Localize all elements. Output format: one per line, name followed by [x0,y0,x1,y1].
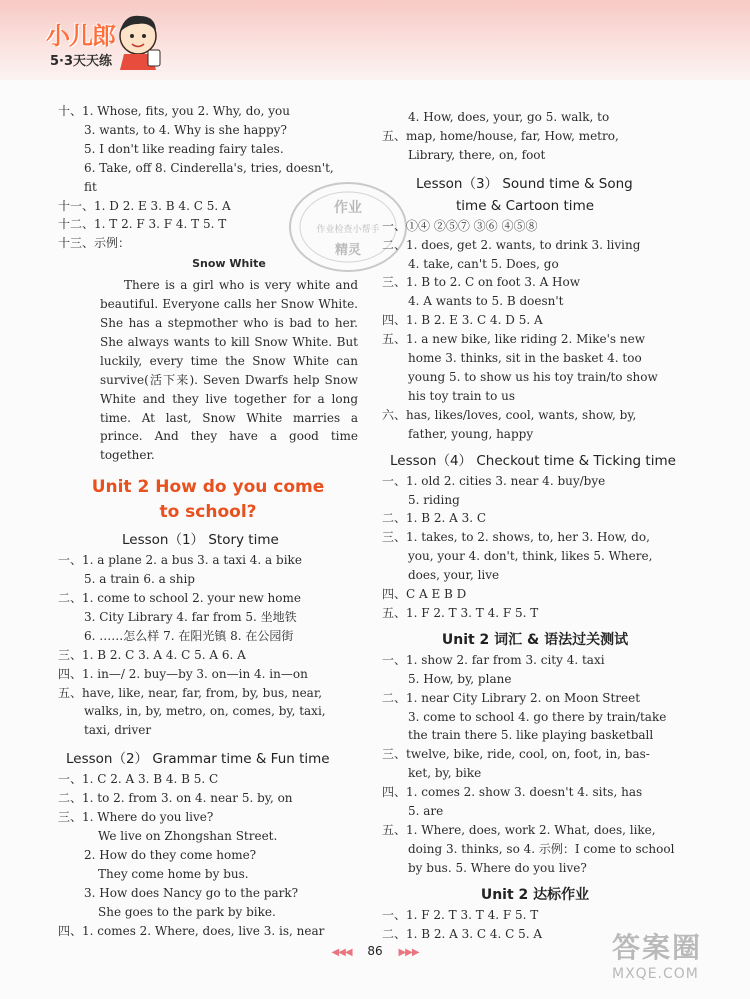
stamp-line3: 精灵 [334,243,362,258]
brand-subtitle: 5·3天天练 [50,54,113,69]
answer-line: 十、1. Whose, fits, you 2. Why, do, you [58,104,291,118]
watermark-logo: 答案圈 [612,931,703,964]
lesson-4-title: Lesson（4） Checkout time & Ticking time [390,452,676,469]
answer-line: 十三、示例： [58,236,131,251]
stamp-line2: 作业检查小帮手 [316,225,380,235]
answer-line: 二、1. to 2. from 3. on 4. near 5. by, on [58,791,293,806]
answer-line: 一、1. a plane 2. a bus 3. a taxi 4. a bike [58,553,302,568]
answer-line: father, young, happy [408,426,534,441]
brand-title: 小儿郎 [46,22,115,50]
answer-line: 一、1. old 2. cities 3. near 4. buy/bye [382,473,606,488]
page-header [0,0,750,80]
answer-line: 三、1. Where do you live? [58,810,214,825]
site-watermark [612,926,742,992]
answer-line: 五、1. a new bike, like riding 2. Mike's new [382,332,645,347]
left-column [58,102,358,940]
answer-line: 一、1. F 2. T 3. T 4. F 5. T [382,907,539,922]
unit-title [58,475,358,525]
answer-line: 4. take, can't 5. Does, go [408,256,559,271]
answer-line: 三、twelve, bike, ride, cool, on, foot, in, bas- [382,747,650,762]
answer-line: 一、①④ ②⑤⑦ ③⑥ ④⑤⑧ [382,218,538,233]
answer-line: 6. ……怎么样 7. 在阳光镇 8. 在公园街 [84,628,294,643]
answer-line: young 5. to show us his toy train/to show [408,369,658,384]
story-title: Snow White [192,257,266,271]
answer-line: does, your, live [408,568,500,583]
answer-line: 2. How do they come home? [84,847,257,862]
answer-line: 3. wants, to 4. Why is she happy? [84,122,287,137]
answer-line: 3. City Library 4. far from 5. 坐地铁 [84,609,297,624]
answer-line: you, your 4. don't, think, likes 5. Where, [408,549,653,564]
answer-line: 二、1. does, get 2. wants, to drink 3. living [382,237,641,252]
answer-line: 四、1. comes 2. Where, does, live 3. is, near [58,923,325,938]
vocab-test-title: Unit 2 词汇 & 语法过关测试 [441,631,629,648]
right-column [382,108,688,944]
answer-line: 5. a train 6. a ship [84,572,195,587]
page-number: 86 [367,944,383,958]
answer-line: by bus. 5. Where do you live? [408,860,587,875]
lesson-1-title: Lesson（1） Story time [122,532,279,549]
answer-line: 三、1. B to 2. C on foot 3. A How [382,275,581,290]
answer-line: 5. riding [408,492,460,507]
answer-line: his toy train to us [408,388,516,403]
answer-line: 四、1. B 2. E 3. C 4. D 5. A [382,313,543,328]
lesson-3-title-line1: Lesson（3） Sound time & Song [416,175,633,192]
answer-line: 3. come to school 4. go there by train/take [408,709,667,724]
answer-line: the train there 5. like playing basketball [408,728,654,743]
answer-line: 四、1. comes 2. show 3. doesn't 4. sits, has [382,785,643,800]
answer-line: fit [84,179,97,194]
stamp-line1: 作业 [334,200,362,216]
answer-line: She goes to the park by bike. [98,904,276,919]
answer-line: 二、1. near City Library 2. on Moon Street [382,690,641,705]
answer-line: doing 3. thinks, so 4. 示例：I come to school [408,841,675,856]
answer-line: 十二、1. T 2. F 3. F 4. T 5. T [58,217,227,232]
answer-line: Library, there, on, foot [408,147,546,162]
answer-line: 六、has, likes/loves, cool, wants, show, by, [382,407,637,422]
answer-line: 三、1. B 2. C 3. A 4. C 5. A 6. A [58,647,246,662]
answer-line: 4. A wants to 5. B doesn't [408,294,564,309]
unit-title-line2: to school? [159,502,257,523]
answer-line: 三、1. takes, to 2. shows, to, her 3. How, do, [382,530,650,545]
answer-line: We live on Zhongshan Street. [98,829,278,843]
answer-line: home 3. thinks, sit in the basket 4. too [408,351,642,366]
answer-line: walks, in, by, metro, on, comes, by, taxi, [84,704,326,719]
answer-line: 5. I don't like reading fairy tales. [84,141,284,156]
left-arrows-icon: ◀◀◀ [331,947,352,958]
homework-title: Unit 2 达标作业 [480,886,590,903]
answer-line: 五、map, home/house, far, How, metro, [382,128,619,143]
answer-line: 3. How does Nancy go to the park? [84,885,299,900]
answer-line: 一、1. show 2. far from 3. city 4. taxi [382,652,605,667]
answer-line: They come home by bus. [98,866,249,881]
watermark-url: MXQE.COM [612,966,699,982]
answer-line: ket, by, bike [408,766,482,781]
answer-line: 四、1. in—/ 2. buy—by 3. on—in 4. in—on [58,666,308,681]
answer-line: 十一、1. D 2. E 3. B 4. C 5. A [58,198,231,213]
right-arrows-icon: ▶▶▶ [398,947,419,958]
answer-line: 五、1. F 2. T 3. T 4. F 5. T [382,605,539,620]
answer-line: 二、1. B 2. A 3. C 4. C 5. A [382,926,543,941]
lesson-2-title: Lesson（2） Grammar time & Fun time [66,751,330,768]
answer-line: 五、1. Where, does, work 2. What, does, like, [382,823,656,837]
story-text: There is a girl who is very white and beautiful. Everyone calls her Snow White. She has a stepmother who is bad to her. She always wants to kill Snow White. But luckily, every time the Snow White can survive(活下来). Seven Dwarfs help Snow White and they live together for a long time. At last, Snow White marries a prince. And they have a good time together. [100,278,358,463]
mascot-icon [110,10,166,72]
answer-line: 四、C A E B D [382,587,467,602]
answer-line: 五、have, like, near, far, from, by, bus, near, [58,685,323,700]
answer-line: 6. Take, off 8. Cinderella's, tries, doesn't, [84,160,334,175]
story-paragraph [58,276,358,465]
answer-line: 5. are [408,804,444,819]
answer-line: 二、1. come to school 2. your new home [58,591,301,606]
answer-line: 二、1. B 2. A 3. C [382,511,487,526]
unit-title-line1: Unit 2 How do you come [91,477,325,498]
answer-line: 5. How, by, plane [408,671,512,686]
answer-line: 一、1. C 2. A 3. B 4. B 5. C [58,772,219,787]
lesson-3-title-line2: time & Cartoon time [456,197,595,214]
answer-line: 4. How, does, your, go 5. walk, to [408,110,610,124]
answer-line: taxi, driver [84,723,152,738]
